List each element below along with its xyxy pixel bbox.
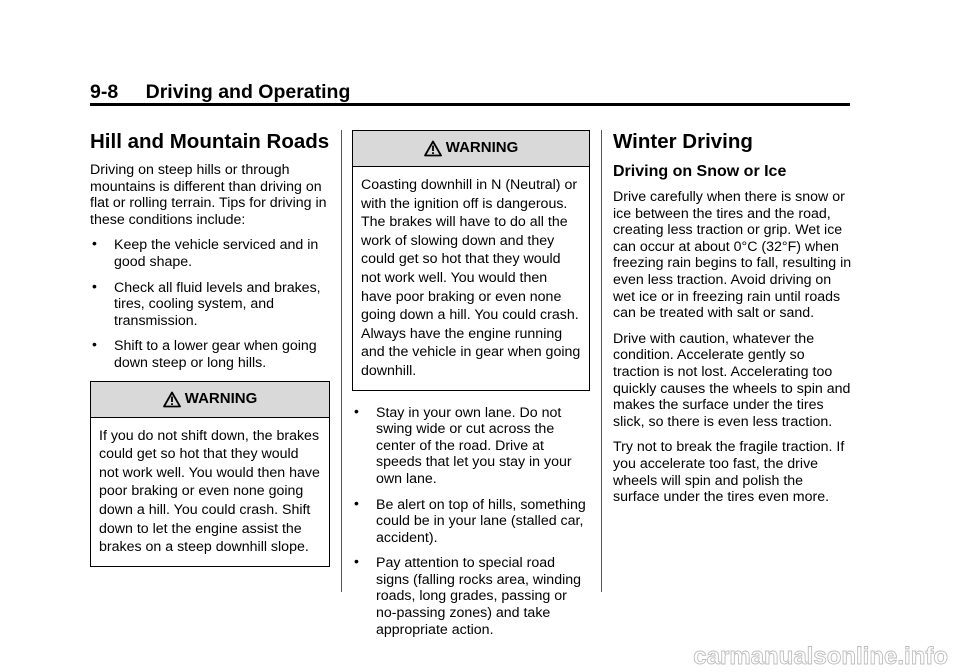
- intro-paragraph: Driving on steep hills or through mountains is different than driving on flat or rolling terrain. Tips for driving in these conditions include:: [90, 162, 327, 228]
- warning-label: WARNING: [184, 389, 258, 407]
- column-hill-roads-cont: [352, 130, 590, 647]
- warning-header: [353, 131, 589, 167]
- list-item: • Pay attention to special road signs (falling rocks area, winding roads, long grades, passing or no-passing zones) and take appropriate action.: [354, 553, 582, 638]
- column-divider: [601, 130, 602, 592]
- heading-hill-roads: Hill and Mountain Roads: [90, 130, 330, 153]
- list-item: • Stay in your own lane. Do not swing wide or cut across the center of the road. Drive at speeds that let you stay in your own lane.: [354, 402, 572, 487]
- warning-triangle-icon: [163, 391, 181, 408]
- list-item: • Shift to a lower gear when going down steep or long hills.: [92, 336, 317, 371]
- warning-text: If you do not shift down, the brakes could get so hot that they would not work well. You would then have poor braking or even none going down a hill. You could crash. Shift down to let the engine assist the brakes on a steep downhill slope.: [99, 427, 320, 556]
- list-item: • Keep the vehicle serviced and in good shape.: [92, 235, 319, 270]
- page-header: [90, 80, 850, 104]
- section-title: Driving and Operating: [145, 81, 351, 103]
- column-hill-roads: [90, 130, 330, 581]
- subheading-snow-ice: Driving on Snow or Ice: [613, 163, 787, 180]
- warning-box: [352, 130, 590, 391]
- watermark: [600, 638, 950, 672]
- column-divider: [341, 130, 342, 592]
- warning-triangle-icon: [424, 140, 442, 157]
- tips-list: [90, 237, 330, 371]
- paragraph: Drive carefully when there is snow or ice between the tires and the road, creating less traction or grip. Wet ice can occur at about 0°C (32°F) when freezing rain begins to fall, resulting in even less traction. Avoid driving on wet ice or in freezing rain until roads can be treated with salt or sand.: [613, 189, 852, 322]
- svg-text:carmanualsonline.info: carmanualsonline.info: [693, 643, 948, 670]
- header-rule: [90, 103, 850, 106]
- warning-header: [91, 382, 329, 418]
- bullet-icon: •: [354, 553, 359, 570]
- bullet-icon: •: [354, 402, 359, 419]
- paragraph: Drive with caution, whatever the condition. Accelerate gently so traction is not lost. Accelerating too quickly causes the wheels to spin and makes the surface under the tires slick, so there is even less traction.: [613, 330, 851, 430]
- bullet-icon: •: [354, 494, 359, 511]
- bullet-icon: •: [92, 336, 97, 353]
- warning-label: WARNING: [445, 139, 519, 157]
- tips-list: [352, 402, 590, 639]
- bullet-icon: •: [92, 235, 97, 252]
- list-item: • Be alert on top of hills, something could be in your lane (stalled car, accident).: [354, 494, 586, 546]
- warning-text: Coasting downhill in N (Neutral) or with the ignition off is dangerous. The brakes will have to do all the work of slowing down and they could get so hot that they would not work well. You would then have poor braking or even none going down a hill. You could crash. Always have the engine running and the vehicle in gear when going downhill.: [361, 177, 581, 379]
- heading-winter-driving: Winter Driving: [613, 130, 753, 153]
- page-number: 9-8: [90, 81, 119, 103]
- bullet-icon: •: [92, 277, 97, 294]
- warning-box: [90, 381, 330, 567]
- paragraph: Try not to break the fragile traction. If you accelerate too fast, the drive wheels will spin and polish the surface under the tires even more.: [613, 439, 845, 506]
- column-winter-driving: [613, 130, 853, 515]
- list-item: • Check all fluid levels and brakes, tires, cooling system, and transmission.: [92, 277, 321, 329]
